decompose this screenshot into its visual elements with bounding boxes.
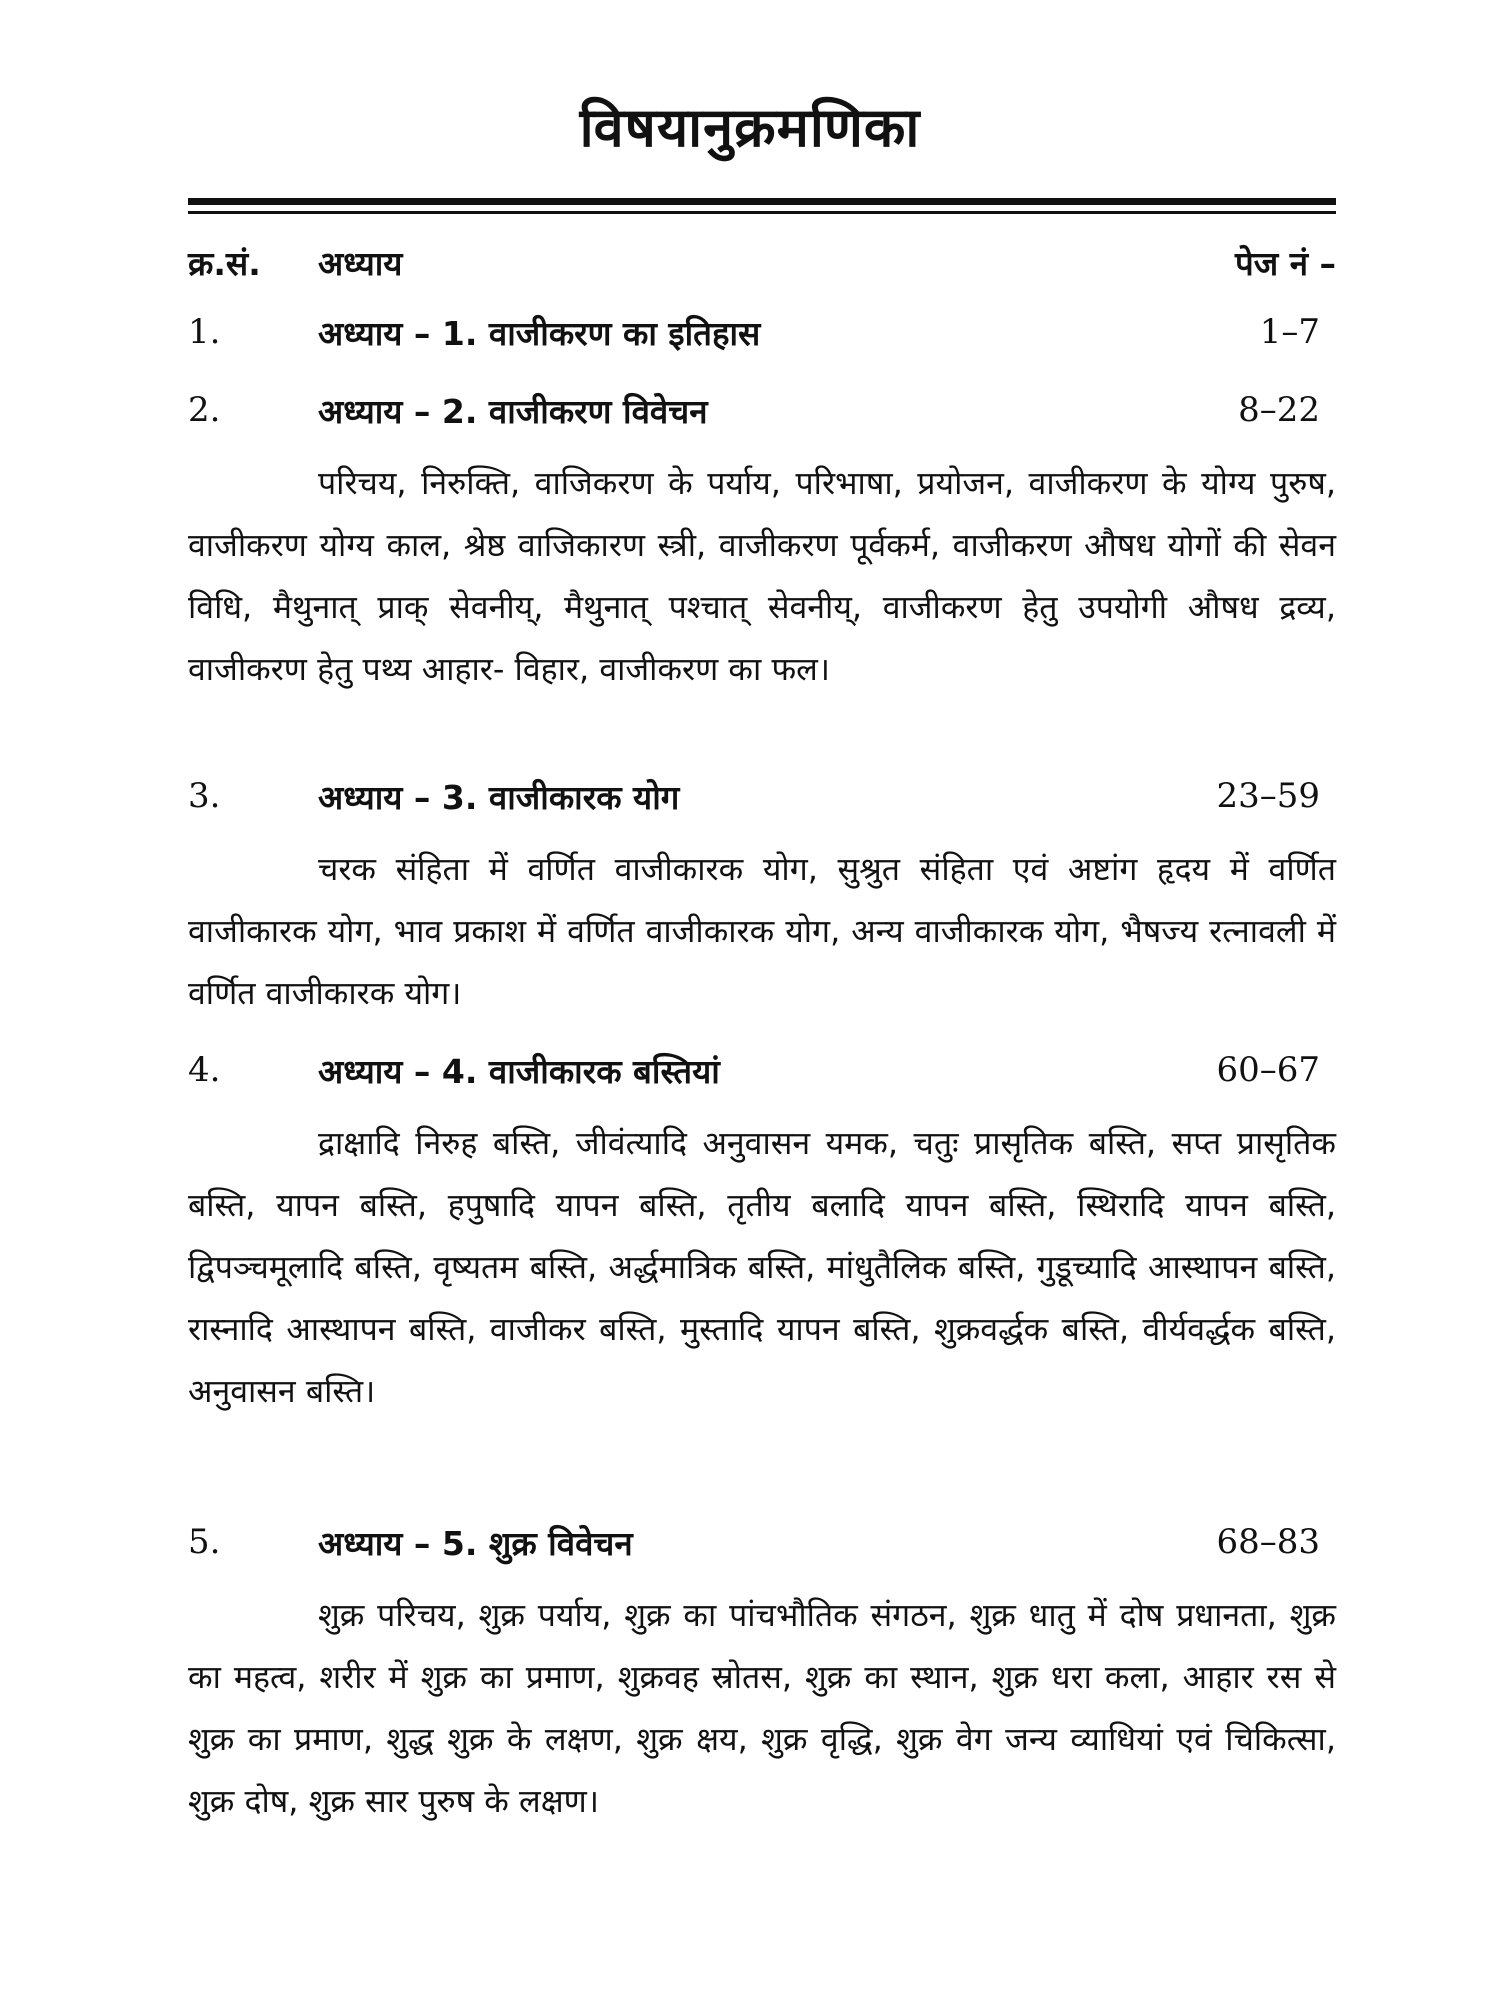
toc-entry-row — [188, 1044, 1336, 1100]
entry-pages: 23–59 — [1216, 776, 1320, 816]
toc-entry-4 — [188, 1044, 1336, 1422]
entry-number: 1. — [188, 312, 221, 352]
toc-entry-row — [188, 1516, 1336, 1572]
toc-entry-row — [188, 384, 1336, 440]
toc-entry-row — [188, 770, 1336, 826]
entry-title: अध्याय – 1. वाजीकरण का इतिहास — [318, 314, 761, 353]
double-rule-top — [188, 198, 1336, 205]
toc-entry-5 — [188, 1516, 1336, 1832]
entry-title: अध्याय – 5. शुक्र विवेचन — [318, 1524, 633, 1563]
entry-number: 4. — [188, 1050, 221, 1090]
entry-pages: 8–22 — [1238, 390, 1320, 430]
entry-title: अध्याय – 3. वाजीकारक योग — [318, 778, 680, 817]
entry-number: 5. — [188, 1522, 221, 1562]
page-title: विषयानुक्रमणिका — [579, 96, 921, 159]
entry-title: अध्याय – 2. वाजीकरण विवेचन — [318, 392, 708, 431]
header-page: पेज नं – — [1234, 244, 1336, 283]
entry-description: परिचय, निरुक्ति, वाजिकरण के पर्याय, परिभाषा, प्रयोजन, वाजीकरण के योग्य पुरुष, वाजीकरण योग्य काल, श्रेष्ठ वाजिकारण स्त्री, वाजीकरण पूर्वकर्म, वाजीकरण औषध योगों की सेवन विधि, मैथुनात् प्राक् सेवनीय्, मैथुनात् पश्चात् सेवनीय्, वाजीकरण हेतु उपयोगी औषध द्रव्य, वाजीकरण हेतु पथ्य आहार- विहार, वाजीकरण का फल। — [188, 464, 1336, 688]
entry-description: चरक संहिता में वर्णित वाजीकारक योग, सुश्रुत संहिता एवं अष्टांग हृदय में वर्णित वाजीकारक योग, भाव प्रकाश में वर्णित वाजीकारक योग, अन्य वाजीकारक योग, भैषज्य रत्नावली में वर्णित वाजीकारक योग। — [188, 850, 1336, 1012]
entry-pages: 1–7 — [1259, 312, 1320, 352]
toc-entry-3 — [188, 770, 1336, 1024]
header-chapter: अध्याय — [318, 244, 403, 283]
entry-title: अध्याय – 4. वाजीकारक बस्तियां — [318, 1052, 720, 1091]
entry-pages: 60–67 — [1216, 1050, 1320, 1090]
double-rule-bottom — [188, 211, 1336, 214]
entry-number: 3. — [188, 776, 221, 816]
header-serial: क्र.सं. — [188, 244, 261, 283]
entry-pages: 68–83 — [1216, 1522, 1320, 1562]
toc-entry-row — [188, 306, 1336, 362]
entry-description: शुक्र परिचय, शुक्र पर्याय, शुक्र का पांचभौतिक संगठन, शुक्र धातु में दोष प्रधानता, शुक्र का महत्व, शरीर में शुक्र का प्रमाण, शुक्रवह स्रोतस, शुक्र का स्थान, शुक्र धरा कला, आहार रस से शुक्र का प्रमाण, शुद्ध शुक्र के लक्षण, शुक्र क्षय, शुक्र वृद्धि, शुक्र वेग जन्य व्याधियां एवं चिकित्सा, शुक्र दोष, शुक्र सार पुरुष के लक्षण। — [188, 1596, 1336, 1820]
toc-entry-2 — [188, 384, 1336, 700]
entry-number: 2. — [188, 390, 221, 430]
entry-description: द्राक्षादि निरुह बस्ति, जीवंत्यादि अनुवासन यमक, चतुः प्रासृतिक बस्ति, सप्त प्रासृतिक बस्ति, यापन बस्ति, हपुषादि यापन बस्ति, तृतीय बलादि यापन बस्ति, स्थिरादि यापन बस्ति, द्विपञ्चमूलादि बस्ति, वृष्यतम बस्ति, अर्द्धमात्रिक बस्ति, मांधुतैलिक बस्ति, गुडूच्यादि आस्थापन बस्ति, रास्नादि आस्थापन बस्ति, वाजीकर बस्ति, मुस्तादि यापन बस्ति, शुक्रवर्द्धक बस्ति, वीर्यवर्द्धक बस्ति, अनुवासन बस्ति। — [188, 1124, 1336, 1410]
toc-entry-1 — [188, 306, 1336, 362]
